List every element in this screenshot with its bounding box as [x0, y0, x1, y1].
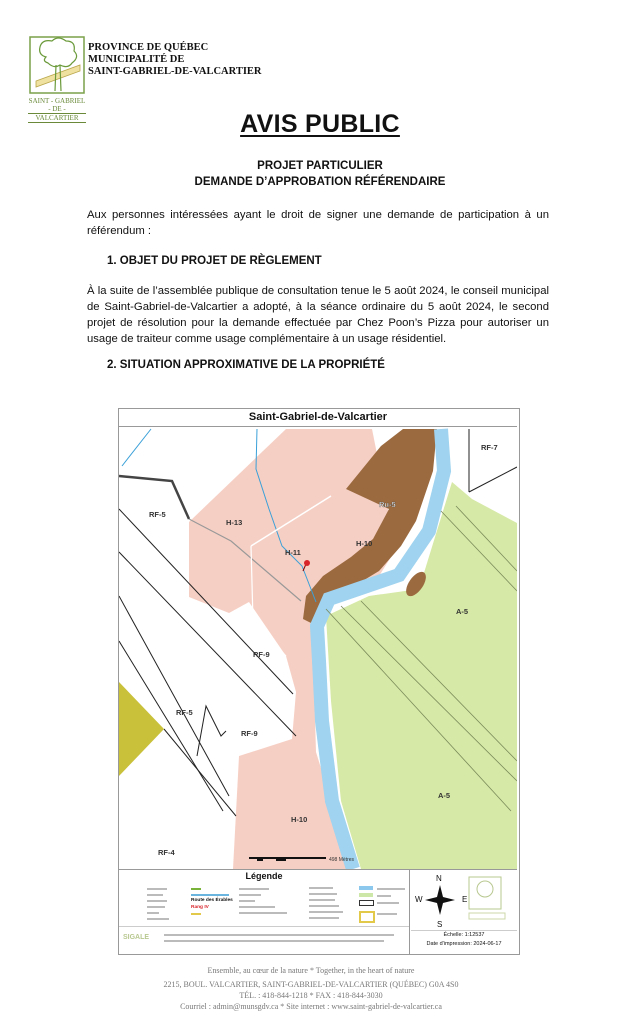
zone-label: A-5: [438, 791, 451, 800]
section-1-heading: 1. OBJET DU PROJET DE RÈGLEMENT: [107, 255, 322, 267]
industrial-zone: [119, 682, 164, 776]
zone-label: A-5: [456, 607, 469, 616]
provider-logo: SIGALE: [123, 934, 150, 941]
scale-bar-label: 498 Mètres: [329, 857, 355, 863]
zone-label: RF-7: [481, 443, 498, 452]
logo-caption-line: SAINT - GABRIEL: [28, 97, 86, 105]
logo-caption-line: - DE -: [48, 105, 66, 113]
footer-address: 2215, BOUL. VALCARTIER, SAINT-GABRIEL-DE-VALCARTIER (QUÉBEC) G0A 4S0: [163, 980, 459, 989]
zone-label: H-13: [226, 518, 243, 527]
zone-label: H-11: [285, 548, 301, 557]
zone-label: RF-5: [176, 708, 193, 717]
footer-contact: Courriel : admin@munsgdv.ca * Site internet : www.saint-gabriel-de-valcartier.ca: [180, 1002, 442, 1011]
province-line: PROVINCE DE QUÉBEC: [88, 42, 209, 53]
zone-label: RF-5: [149, 510, 166, 519]
print-date: Date d'impression: 2024-06-17: [426, 941, 502, 947]
municipality-name: SAINT-GABRIEL-DE-VALCARTIER: [88, 66, 262, 77]
subtitle-project: PROJET PARTICULIER: [257, 160, 383, 172]
section-2-heading: 2. SITUATION APPROXIMATIVE DE LA PROPRIÉTÉ: [107, 359, 385, 371]
municipality-line: MUNICIPALITÉ DE: [88, 54, 185, 65]
municipality-logo-small: [467, 875, 509, 923]
zone-label: Ru-5: [379, 500, 396, 509]
compass-s: S: [437, 920, 443, 929]
zone-label: RF-9: [241, 729, 258, 738]
zone-label: RF-4: [158, 848, 175, 857]
zone-label: H-10: [356, 539, 373, 548]
compass-n: N: [436, 874, 442, 883]
map-scale: Échelle: 1:12537: [443, 932, 485, 938]
municipality-logo: [28, 35, 86, 95]
logo-caption-line: VALCARTIER: [28, 113, 86, 123]
zone-label: H-10: [291, 815, 308, 824]
stream: [122, 429, 151, 466]
page-title: AVIS PUBLIC: [240, 110, 400, 138]
legend-title: Légende: [245, 871, 283, 881]
footer-phone: TÉL. : 418-844-1218 * FAX : 418-844-3030: [239, 991, 383, 1000]
compass-w: W: [415, 895, 423, 904]
organization-header: [88, 42, 262, 78]
legend-items: [119, 885, 409, 925]
compass-e: E: [462, 895, 468, 904]
footer-motto: Ensemble, au cœur de la nature * Together, in the heart of nature: [207, 966, 415, 975]
legend-item-route: Route des Érables: [191, 898, 233, 903]
intro-paragraph: Aux personnes intéressées ayant le droit de signer une demande de participation à un référendum :: [87, 209, 549, 237]
section-1-body: À la suite de l’assemblée publique de consultation tenue le 5 août 2024, le conseil municipal de Saint-Gabriel-de-Valcartier a adopté, à la séance ordinaire du 5 août 2024, le second projet de résolution pour la demande effectuée par Chez Poon’s Pizza pour autoriser un usage de traiteur comme usage complémentaire à un usage résidentiel.: [87, 285, 549, 345]
map-canvas: [119, 427, 517, 869]
subtitle-request: DEMANDE D’APPROBATION RÉFÉRENDAIRE: [194, 176, 446, 188]
zoning-map: [118, 408, 520, 955]
zone-label: RF-9: [253, 650, 270, 659]
legend-item-rang: Rang IV: [191, 905, 209, 910]
map-title: Saint-Gabriel-de-Valcartier: [119, 409, 517, 427]
